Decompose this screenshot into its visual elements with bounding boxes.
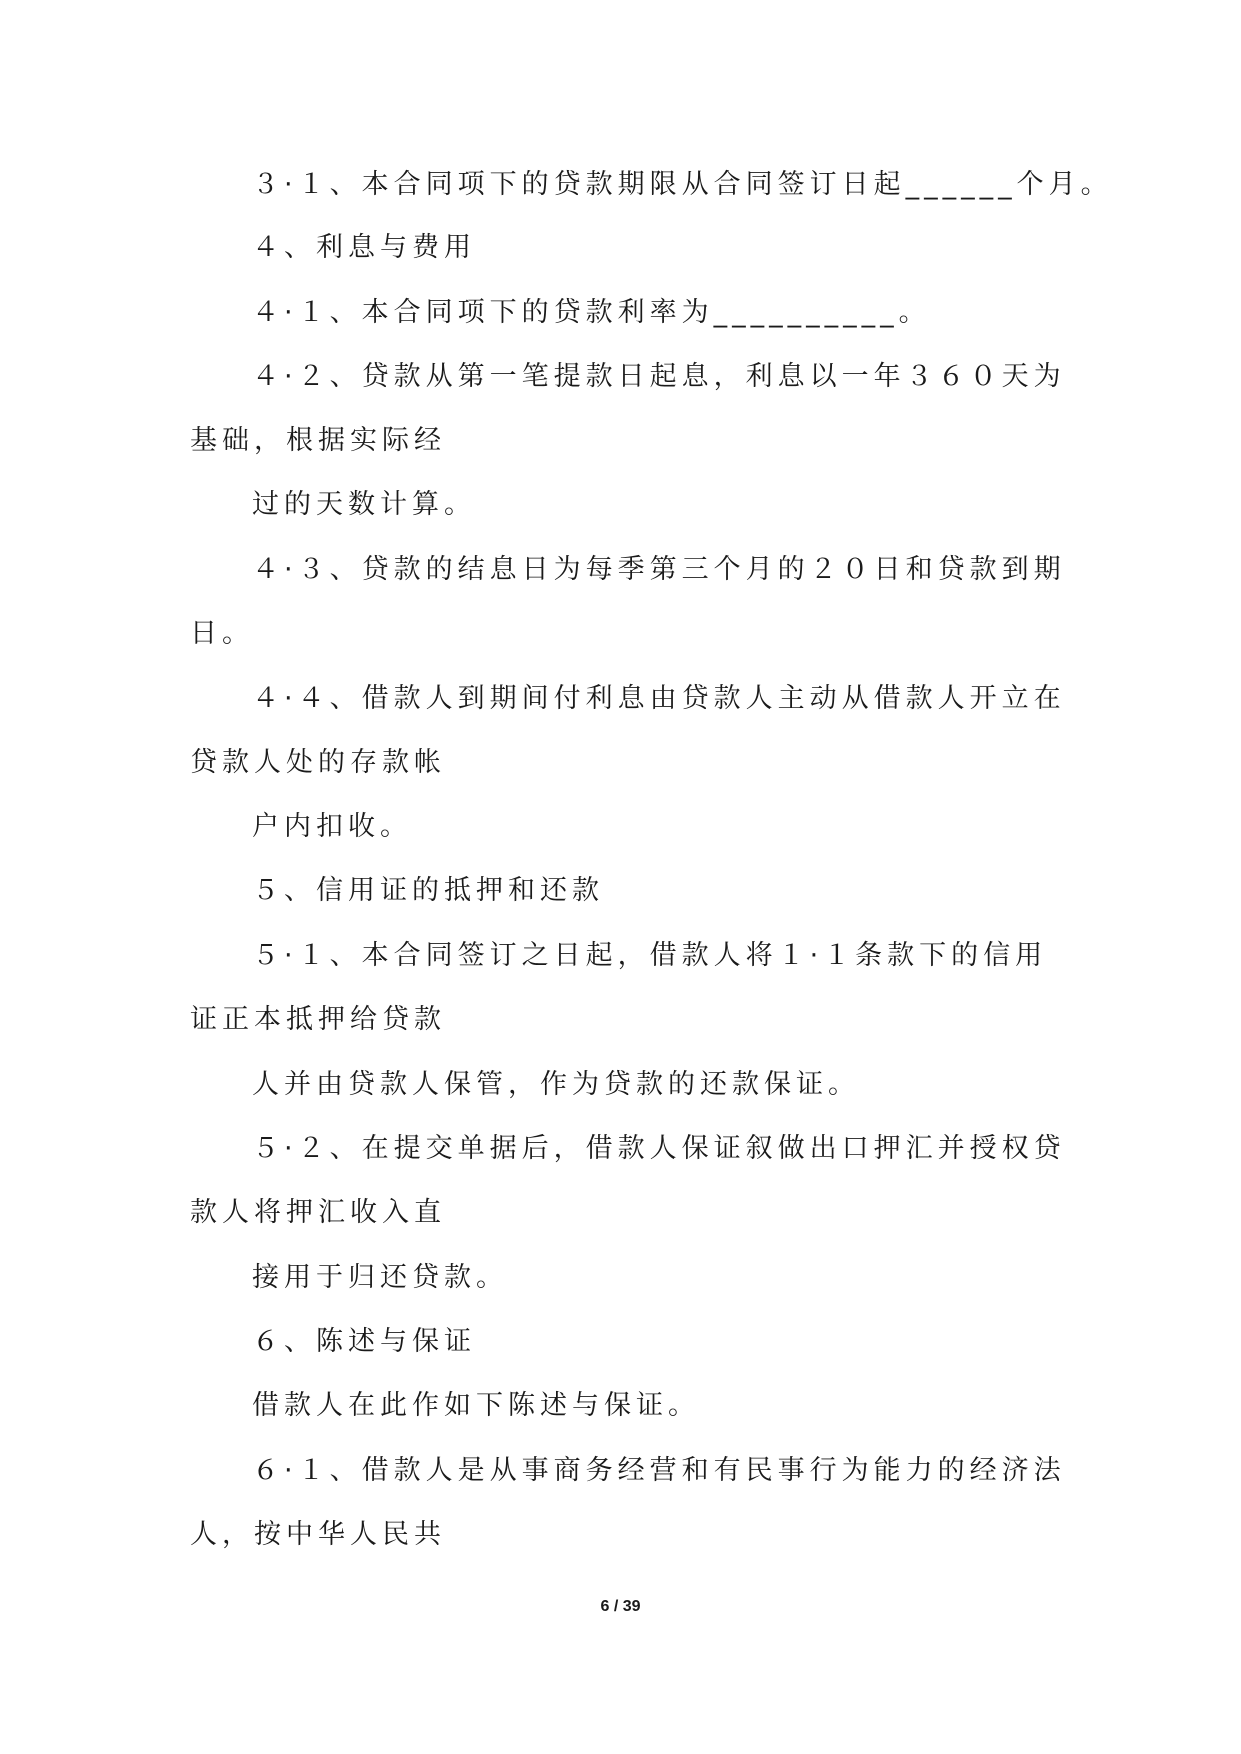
text-line: 借款人在此作如下陈述与保证。 [252,1390,700,1421]
text-line: ６·１、借款人是从事商务经营和有民事行为能力的经济法 [252,1455,1066,1486]
text-line: 人，按中华人民共 [190,1519,446,1550]
text-line: 基础，根据实际经 [190,425,446,456]
section-heading: ５、信用证的抵押和还款 [252,875,604,906]
text-line: 贷款人处的存款帐 [190,747,446,778]
section-heading: ４、利息与费用 [252,232,476,263]
text-line: 户内扣收。 [252,811,412,842]
text-line: ４·２、贷款从第一笔提款日起息，利息以一年３６０天为 [252,361,1066,392]
text-line: 证正本抵押给贷款 [190,1004,446,1035]
text-line: ５·２、在提交单据后，借款人保证叙做出口押汇并授权贷 [252,1133,1066,1164]
text-line: ５·１、本合同签订之日起，借款人将１·１条款下的信用 [252,940,1048,971]
text-line: 款人将押汇收入直 [190,1197,446,1228]
text-line: 接用于归还贷款。 [252,1262,508,1293]
text-line: ４·３、贷款的结息日为每季第三个月的２０日和贷款到期 [252,554,1066,585]
text-line: ４·１、本合同项下的贷款利率为__________。 [252,297,931,328]
text-line: 人并由贷款人保管，作为贷款的还款保证。 [252,1069,860,1100]
page-number: 6 / 39 [600,1598,641,1615]
text-line: ３·１、本合同项下的贷款期限从合同签订日起______个月。 [252,169,1113,200]
text-line: ４·４、借款人到期间付利息由贷款人主动从借款人开立在 [252,683,1066,714]
text-line: 过的天数计算。 [252,489,476,520]
text-line: 日。 [190,618,254,649]
section-heading: ６、陈述与保证 [252,1326,476,1357]
